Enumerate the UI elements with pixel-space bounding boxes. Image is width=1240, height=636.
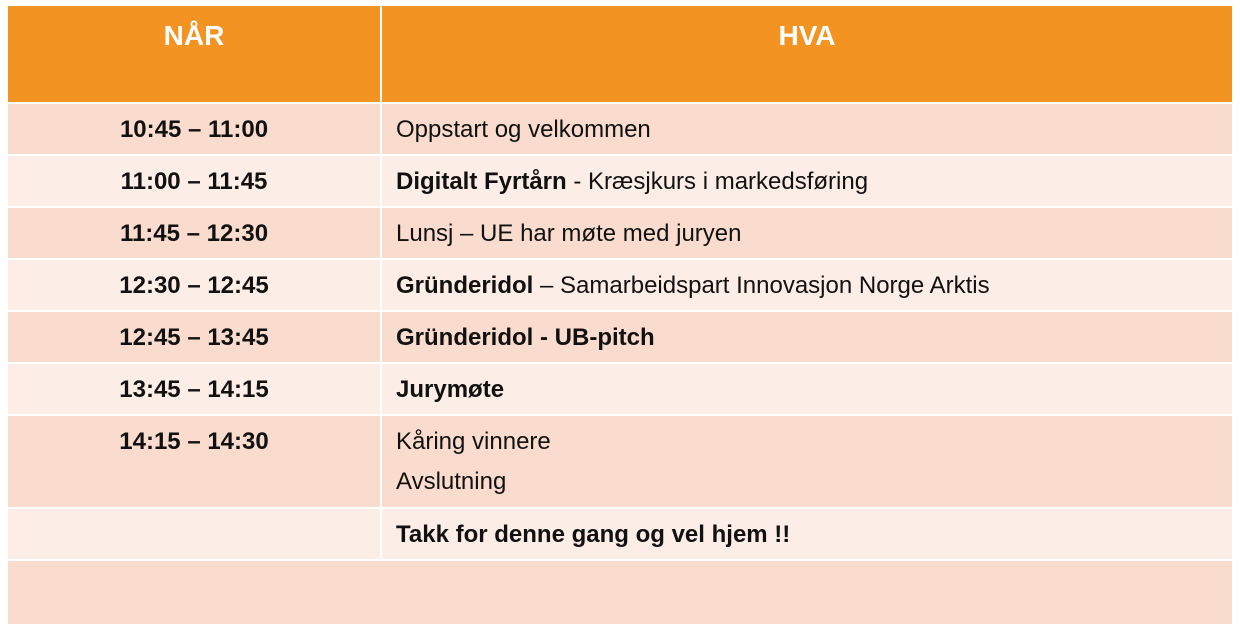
row-when-empty	[8, 509, 380, 559]
row-what	[382, 208, 1232, 258]
row-what-text: Oppstart og velkommen	[396, 116, 651, 143]
row-what	[382, 156, 1232, 206]
row-what-line-2: Avslutning	[396, 468, 507, 495]
row-what	[382, 312, 1232, 362]
header-when: NÅR	[8, 6, 380, 102]
row-what-bold: Gründeridol	[396, 272, 534, 299]
row-what-bold: Takk for denne gang og vel hjem !!	[396, 521, 791, 548]
row-when: 10:45 – 11:00	[8, 104, 380, 154]
row-when: 11:45 – 12:30	[8, 208, 380, 258]
row-what-bold: Jurymøte	[396, 376, 505, 403]
row-what-bold: Gründeridol - UB-pitch	[396, 324, 655, 351]
row-what	[382, 104, 1232, 154]
row-when: 14:15 – 14:30	[8, 416, 380, 507]
row-what	[382, 364, 1232, 414]
row-what	[382, 260, 1232, 310]
row-what	[382, 509, 1232, 559]
row-what-bold: Digitalt Fyrtårn	[396, 168, 567, 195]
table-footer-band	[8, 561, 1232, 624]
row-when: 11:00 – 11:45	[8, 156, 380, 206]
schedule-table	[8, 6, 1232, 624]
row-what-line-1: Kåring vinnere	[396, 428, 551, 455]
header-what: HVA	[382, 6, 1232, 102]
row-when: 12:45 – 13:45	[8, 312, 380, 362]
row-what-text: – Samarbeidspart Innovasjon Norge Arktis	[533, 272, 990, 299]
row-what-text: Lunsj – UE har møte med juryen	[396, 220, 742, 247]
row-what	[382, 416, 1232, 507]
row-what-text: - Kræsjkurs i markedsføring	[566, 168, 869, 195]
row-when: 13:45 – 14:15	[8, 364, 380, 414]
row-when: 12:30 – 12:45	[8, 260, 380, 310]
